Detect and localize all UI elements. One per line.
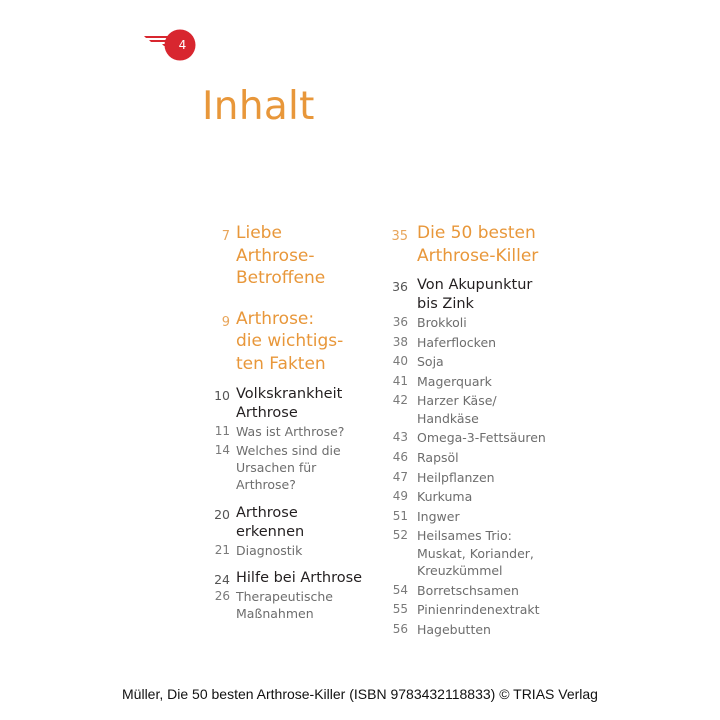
toc-title-line: Hagebutten — [417, 621, 491, 637]
toc-entry — [383, 508, 573, 525]
toc-entry-title — [408, 222, 573, 267]
page-number-badge — [142, 29, 196, 63]
toc-page-number: 9 — [221, 314, 230, 330]
toc-entry-title — [408, 449, 573, 466]
toc-entry — [190, 385, 380, 423]
toc-title-line: Kreuzkümmel — [417, 563, 503, 579]
toc-entry-title — [408, 508, 573, 525]
toc-entry — [383, 314, 573, 331]
toc-title-line: Volkskrankheit — [236, 386, 343, 402]
toc-title-line: Soja — [417, 354, 444, 370]
toc-page-number: 47 — [392, 469, 408, 484]
toc-title-line: Pinienrindenextrakt — [417, 602, 540, 618]
toc-title-line: Arthrose: — [236, 308, 315, 329]
page-number: 4 — [178, 38, 187, 52]
toc-page-number: 40 — [392, 354, 408, 369]
toc-page-number: 20 — [214, 507, 230, 522]
toc-title-line: Handkäse — [417, 410, 479, 426]
toc-entry — [190, 542, 380, 559]
toc-title-line: bis Zink — [417, 296, 474, 312]
toc-page-number: 24 — [214, 572, 230, 587]
toc-title-line: Ingwer — [417, 508, 460, 524]
toc-page-number: 42 — [392, 393, 408, 408]
toc-entry-title — [408, 488, 573, 505]
toc-title-line: Welches sind die — [236, 443, 341, 458]
toc-page-number: 54 — [392, 582, 408, 597]
toc-title-line: Die 50 besten — [417, 223, 536, 243]
toc-title-line: Heilsames Trio: — [417, 528, 512, 544]
toc-page-number: 11 — [214, 424, 230, 438]
toc-page-number: 14 — [214, 443, 230, 457]
toc-title-line: Rapsöl — [417, 449, 459, 465]
toc-entry — [383, 222, 573, 267]
toc-entry-title — [408, 429, 573, 446]
toc-entry — [383, 392, 573, 427]
toc-page-number: 55 — [392, 602, 408, 617]
toc-entry-title — [230, 222, 380, 290]
toc-right-column — [383, 222, 573, 641]
toc-entry — [190, 569, 380, 588]
toc-entry-title — [230, 385, 380, 423]
toc-entry-title — [408, 582, 573, 599]
toc-title-line: Magerquark — [417, 373, 492, 389]
toc-entry — [190, 504, 380, 542]
toc-entry-title — [230, 588, 380, 622]
toc-entry-title — [230, 504, 380, 542]
toc-entry — [383, 621, 573, 638]
toc-entry-title — [408, 527, 573, 579]
toc-title-line: Ursachen für — [236, 460, 317, 475]
toc-entry — [383, 373, 573, 390]
toc-page-number: 43 — [392, 430, 408, 445]
toc-entry-title — [230, 308, 380, 376]
toc-page-number: 26 — [214, 589, 230, 603]
toc-entry — [383, 527, 573, 579]
toc-page-number: 10 — [214, 388, 230, 403]
toc-entry-title — [408, 334, 573, 351]
toc-page-number: 35 — [391, 229, 408, 244]
toc-left-column — [190, 222, 380, 624]
toc-entry — [383, 449, 573, 466]
toc-title-line: erkennen — [236, 524, 305, 540]
toc-title-line: Arthrose-Killer — [417, 245, 539, 266]
toc-entry — [190, 308, 380, 376]
toc-entry — [383, 601, 573, 618]
toc-page-number: 7 — [221, 229, 230, 244]
toc-entry — [383, 429, 573, 446]
toc-entry-title — [408, 314, 573, 331]
toc-title-line: Liebe — [236, 223, 282, 243]
toc-title-line: Therapeutische — [236, 589, 333, 604]
toc-page-number: 56 — [392, 621, 408, 636]
toc-title-line: Betroffene — [236, 268, 326, 288]
toc-entry — [190, 222, 380, 290]
toc-title-line: Harzer Käse/ — [417, 393, 497, 409]
toc-entry — [383, 334, 573, 351]
toc-title-line: Muskat, Koriander, — [417, 545, 534, 561]
toc-entry — [383, 488, 573, 505]
toc-entry-title — [408, 373, 573, 390]
toc-title-line: Arthrose- — [236, 245, 315, 266]
toc-title-line: Arthrose? — [236, 477, 296, 492]
toc-entry-title — [230, 423, 380, 440]
toc-page-number: 36 — [392, 315, 408, 329]
toc-page-number: 36 — [392, 279, 408, 294]
toc-entry — [190, 588, 380, 622]
toc-title-line: Diagnostik — [236, 543, 303, 558]
toc-page-number: 49 — [392, 489, 408, 504]
toc-page-number: 51 — [392, 508, 408, 523]
toc-page-number: 21 — [214, 543, 230, 557]
toc-title-line: Heilpflanzen — [417, 469, 495, 485]
toc-entry — [383, 582, 573, 599]
toc-title-line: Von Akupunktur — [417, 277, 533, 293]
toc-title-line: Haferflocken — [417, 334, 497, 350]
toc-entry-title — [230, 569, 380, 588]
toc-page-number: 46 — [392, 449, 408, 464]
toc-entry-title — [408, 353, 573, 370]
footer-citation: Müller, Die 50 besten Arthrose-Killer (ISBN 9783432118833) © TRIAS Verlag — [122, 686, 598, 702]
toc-entry-title — [408, 392, 573, 427]
toc-entry — [190, 442, 380, 493]
toc-title-line: Maßnahmen — [236, 606, 314, 621]
toc-entry — [383, 353, 573, 370]
toc-page-number: 41 — [392, 373, 408, 388]
toc-entry — [383, 276, 573, 314]
toc-title-line: Arthrose — [236, 505, 298, 521]
toc-entry-title — [408, 601, 573, 618]
toc-title-line: Kurkuma — [417, 489, 473, 505]
toc-entry-title — [408, 469, 573, 486]
toc-entry — [190, 423, 380, 440]
toc-title-line: Was ist Arthrose? — [236, 424, 345, 439]
toc-title-line: Hilfe bei Arthrose — [236, 570, 363, 586]
toc-title-line: Borretschsamen — [417, 582, 519, 598]
toc-title-line: Arthrose — [236, 405, 298, 421]
toc-entry-title — [408, 276, 573, 314]
toc-page-number: 52 — [392, 528, 408, 543]
toc-title-line: Omega-3-Fettsäuren — [417, 430, 546, 446]
toc-page-number: 38 — [392, 334, 408, 349]
toc-entry-title — [230, 542, 380, 559]
toc-title-line: Brokkoli — [417, 315, 467, 330]
toc-entry — [383, 469, 573, 486]
page-title: Inhalt — [202, 84, 315, 129]
toc-entry-title — [408, 621, 573, 638]
toc-title-line: ten Fakten — [236, 353, 326, 374]
toc-title-line: die wichtigs- — [236, 331, 344, 351]
toc-entry-title — [230, 442, 380, 493]
